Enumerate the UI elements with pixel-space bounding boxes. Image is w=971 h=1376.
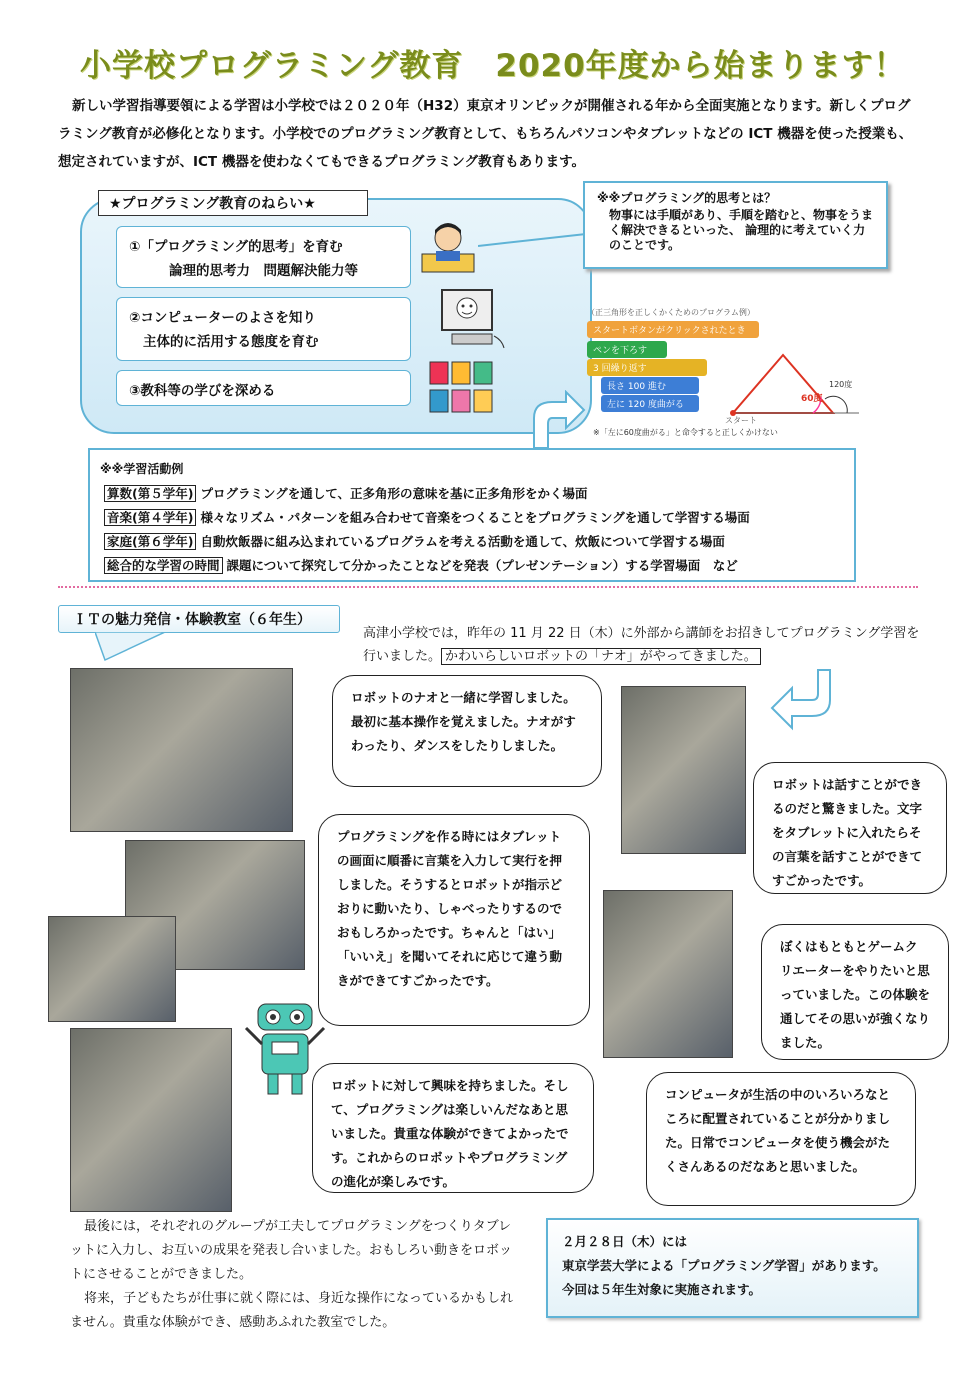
speech-bubble: ぼくはもともとゲームクリエーターをやりたいと思っていました。この体験を通してその思いが強くなりました。: [761, 924, 949, 1060]
program-note: ※「左に60度曲がる」と命令すると正しくかけない: [593, 428, 778, 437]
intro-paragraph: [58, 92, 918, 176]
activity-subject: 算数(第５学年): [104, 485, 196, 502]
goal-item: [116, 370, 411, 406]
speech-bubble: コンピュータが生活の中のいろいろなところに配置されていることが分かりました。日常でコンピュータを使う機会がたくさんあるのだなあと思いました。: [646, 1072, 916, 1206]
speech-bubble: ロボットに対して興味を持ちました。そして、プログラミングは楽しいんだなあと思いました。貴重な体験ができてよかったです。これからのロボットやプログラミングの進化が楽しみです。: [312, 1063, 594, 1193]
textbooks-illustration: [428, 360, 496, 416]
code-block: ペンを下ろす: [587, 341, 667, 358]
student-illustration: [418, 218, 478, 274]
code-block: 左に 120 度曲がる: [601, 395, 699, 412]
computer-illustration: [432, 284, 512, 354]
triangle-diagram: [723, 345, 863, 425]
activity-text: 課題について探究して分かったことなどを発表（プレゼンテーション）する学習場面 など: [226, 558, 738, 573]
goal-line: ②コンピューターのよさを知り: [129, 310, 316, 326]
event-description: [363, 622, 923, 668]
activity-row: [104, 556, 738, 574]
classroom-photo: [70, 668, 293, 832]
program-caption: （正三角形を正しくかくためのプログラム例）: [587, 308, 755, 317]
goals-title: ★プログラミング教育のねらい★: [98, 190, 368, 216]
heading-pointer: [95, 632, 165, 662]
activity-row: [104, 508, 750, 526]
notice-box: [546, 1218, 919, 1318]
notice-line: 東京学芸大学による「プログラミング学習」があります。: [562, 1258, 886, 1273]
activity-subject: 音楽(第４学年): [104, 509, 196, 526]
down-arrow-icon: [768, 668, 832, 734]
intro-text: 新しい学習指導要領による学習は小学校では２０２０年（H32）東京オリンピックが開催される年から全面実施となります。新しくプログラミング教育が必修化となります。小学校でのプログラミング教育として、もちろんパソコンやタブレットなどの ICT 機器を使った授業も、想定されていますが、ICT 機器を使わなくてもできるプログラミング教育もあります。: [58, 98, 913, 170]
activity-text: 自動炊飯器に組み込まれているプログラムを考える活動を通して、炊飯について学習する場面: [200, 534, 725, 549]
code-block: スタートボタンがクリックされたとき: [587, 321, 759, 338]
goal-subline: 主体的に活用する態度を育む: [143, 334, 319, 350]
closing-paragraphs: [70, 1215, 520, 1335]
student-tablet-photo: [48, 916, 176, 1022]
program-example: [583, 305, 866, 445]
activity-row: [104, 532, 725, 550]
definition-body: 物事には手順があり、手順を踏むと、物事をうまく解決できるといった、 論理的に考えていく力のことです。: [609, 208, 874, 252]
activity-text: 様々なリズム・パターンを組み合わせて音楽をつくることをプログラミングを通して学習する場面: [200, 510, 750, 525]
curved-arrow-icon: [526, 390, 586, 450]
speech-bubble: ロボットのナオと一緒に学習しました。最初に基本操作を覚えました。ナオがすわったり、ダンスをしたりしました。: [332, 675, 602, 787]
goal-line: ①「プログラミング的思考」を育む: [129, 239, 343, 255]
closing-text: 最後には，それぞれのグループが工夫してプログラミングをつくりタブレットに入力し、お互いの成果を発表し合いました。おもしろい動きをロボットにさせることができました。: [70, 1219, 513, 1282]
definition-box: [583, 181, 888, 269]
goal-item: [116, 297, 411, 361]
activities-title: ※※学習活動例: [100, 462, 184, 476]
code-block: 3 回繰り返す: [587, 359, 707, 376]
event-highlight: かわいらしいロボットの「ナオ」がやってきました。: [441, 648, 761, 665]
pointer-line: [478, 232, 588, 252]
definition-heading: ※※プログラミング的思考とは？: [597, 191, 777, 205]
activity-row: [104, 484, 587, 502]
closing-text: 将来，子どもたちが仕事に就く際には、身近な操作になっているかもしれません。貴重な体験ができ、感動あふれた教室でした。: [70, 1291, 514, 1330]
notice-line: 今回は５年生対象に実施されます。: [562, 1282, 762, 1297]
speech-bubble: ロボットは話すことができるのだと驚きました。文字をタブレットに入れたらその言葉を話すことができてすごかったです。: [753, 762, 947, 894]
robot-demo-photo: [603, 890, 733, 1058]
group-robot-photo: [70, 1028, 232, 1212]
activity-subject: 家庭(第６学年): [104, 533, 196, 550]
goal-subline: 論理的思考力 問題解決能力等: [169, 263, 358, 279]
page-title: 小学校プログラミング教育 2020年度から始まります！: [80, 48, 906, 84]
event-text: 高津小学校では，昨年の 11 月 22 日（木）に外部から講師をお招きしてプログラミング学習を行いました。: [363, 626, 920, 664]
goal-line: ③教科等の学びを深める: [129, 383, 276, 399]
inner-angle-label: 60度: [801, 394, 823, 404]
outer-angle-label: 120度: [829, 380, 853, 389]
robot-photo: [621, 686, 746, 854]
section-heading: ＩＴの魅力発信・体験教室（６年生）: [58, 605, 340, 633]
goal-item: [116, 226, 411, 288]
notice-line: ２月２８日（木）には: [562, 1234, 688, 1249]
activity-text: プログラミングを通して、正多角形の意味を基に正多角形をかく場面: [200, 486, 588, 501]
speech-bubble: プログラミングを作る時にはタブレットの画面に順番に言葉を入力して実行を押しました。そうするとロボットが指示どおりに動いたり、しゃべったりするのでおもしろかったです。ちゃんと「はい」「いいえ」を聞いてそれに応じて違う動きができてすごかったです。: [318, 814, 590, 1026]
start-label: スタート: [725, 416, 757, 425]
activity-subject: 総合的な学習の時間: [104, 557, 223, 574]
code-block: 長さ 100 進む: [601, 377, 699, 394]
section-divider: [58, 586, 918, 594]
